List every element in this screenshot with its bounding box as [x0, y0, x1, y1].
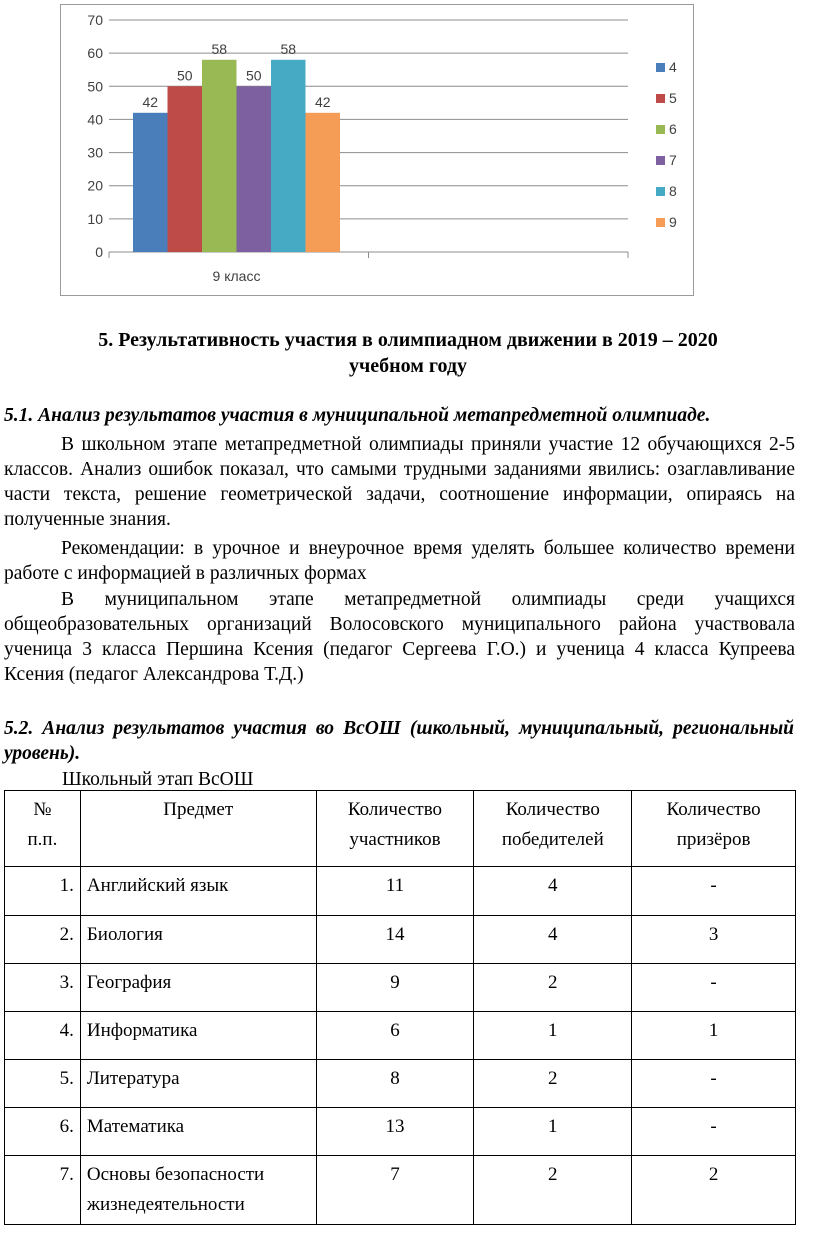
y-tick-label: 30 [87, 144, 103, 161]
y-tick-label: 70 [87, 12, 103, 28]
row-number: 6. [5, 1108, 81, 1156]
y-tick-label: 10 [87, 210, 103, 227]
paragraph-text: В школьном этапе метапредметной олимпиады приняли участие 12 обучающихся 2-5 классов. Анализ ошибок показал, что самыми трудными заданиями явились: озаглавливание части текста, решение геометрической задачи, соотношение информации, опираясь на полученные знания. [4, 434, 795, 530]
row-number: 3. [5, 964, 81, 1012]
row-prizewinners: 3 [632, 916, 796, 964]
row-prizewinners: - [632, 964, 796, 1012]
legend-swatch-6 [656, 125, 665, 134]
row-winners: 1 [474, 1012, 632, 1060]
legend-swatch-9 [656, 218, 665, 227]
row-subject: География [80, 964, 316, 1012]
table-row [5, 1156, 796, 1225]
row-prizewinners: - [632, 867, 796, 916]
row-participants: 7 [316, 1156, 474, 1225]
row-subject: Биология [80, 916, 316, 964]
legend-swatch-4 [656, 63, 665, 72]
bar-series-9 [306, 113, 341, 252]
row-participants: 11 [316, 867, 474, 916]
legend-label-7: 7 [669, 152, 677, 168]
table-caption: Школьный этап ВсОШ [62, 769, 254, 790]
data-label: 42 [314, 93, 331, 110]
row-subject: Литература [80, 1060, 316, 1108]
row-participants: 14 [316, 916, 474, 964]
data-label: 58 [211, 40, 228, 57]
results-table [4, 790, 796, 1225]
header-winners [474, 791, 632, 867]
row-number: 4. [5, 1012, 81, 1060]
header-winners-line2: победителей [501, 829, 604, 850]
bar-series-4 [133, 113, 168, 252]
row-participants: 9 [316, 964, 474, 1012]
bar-chart [60, 4, 694, 296]
row-winners: 2 [474, 1156, 632, 1225]
row-prizewinners: - [632, 1060, 796, 1108]
bar-series-5 [168, 86, 203, 252]
table-row [5, 867, 796, 916]
y-tick-label: 50 [87, 78, 103, 95]
header-number-line1: № [33, 799, 52, 820]
data-label: 50 [245, 67, 262, 84]
data-label: 42 [142, 93, 159, 110]
row-number: 7. [5, 1156, 81, 1225]
header-prizewinners [632, 791, 796, 867]
table-row [5, 964, 796, 1012]
bar-series-8 [271, 60, 306, 252]
table-header-row [5, 791, 796, 867]
legend-swatch-5 [656, 94, 665, 103]
y-tick-label: 40 [87, 111, 103, 128]
chart-svg [61, 5, 693, 295]
row-number: 1. [5, 867, 81, 916]
paragraph-text: Рекомендации: в урочное и внеурочное время уделять большее количество времени работе с информацией в различных формах [4, 538, 795, 584]
y-tick-label: 60 [87, 45, 103, 62]
section-5-1-paragraph-2 [4, 536, 795, 586]
section-5-title [0, 327, 816, 379]
row-number: 5. [5, 1060, 81, 1108]
legend-label-8: 8 [669, 183, 677, 199]
header-number-line2: п.п. [27, 829, 58, 850]
row-prizewinners: 1 [632, 1012, 796, 1060]
legend-label-5: 5 [669, 90, 677, 106]
table-body [5, 867, 796, 1225]
section-5-1-paragraph-3 [4, 587, 795, 687]
row-winners: 4 [474, 867, 632, 916]
row-subject: Информатика [80, 1012, 316, 1060]
row-participants: 13 [316, 1108, 474, 1156]
row-prizewinners: 2 [632, 1156, 796, 1225]
bar-series-6 [202, 60, 237, 252]
row-winners: 4 [474, 916, 632, 964]
bar-series-7 [237, 86, 272, 252]
header-winners-line1: Количество [505, 799, 600, 820]
header-participants-line2: участников [349, 829, 441, 850]
legend-label-4: 4 [669, 59, 677, 75]
row-prizewinners: - [632, 1108, 796, 1156]
row-number: 2. [5, 916, 81, 964]
row-winners: 2 [474, 964, 632, 1012]
header-subject: Предмет [80, 791, 316, 867]
x-category-label: 9 класс [212, 268, 261, 284]
row-subject: Основы безопасности жизнедеятельности [80, 1156, 316, 1225]
row-participants: 8 [316, 1060, 474, 1108]
legend-swatch-8 [656, 187, 665, 196]
table-row [5, 1108, 796, 1156]
paragraph-text: В муниципальном этапе метапредметной олимпиады среди учащихся общеобразовательных организаций Волосовского муниципального района участвовала ученица 3 класса Першина Ксения (педагог Сергеева Г.О.) и ученица 4 класса Купреева Ксения (педагог Александрова Т.Д.) [4, 589, 795, 685]
legend-swatch-7 [656, 156, 665, 165]
header-number [5, 791, 81, 867]
row-winners: 1 [474, 1108, 632, 1156]
table-row [5, 916, 796, 964]
header-prizewinners-line1: Количество [666, 799, 761, 820]
header-prizewinners-line2: призёров [676, 829, 751, 850]
row-subject: Математика [80, 1108, 316, 1156]
table-row [5, 1060, 796, 1108]
section-5-2-title: 5.2. Анализ результатов участия во ВсОШ (школьный, муниципальный, региональный уровень). [4, 718, 794, 764]
table-row [5, 1012, 796, 1060]
header-participants-line1: Количество [347, 799, 443, 820]
legend-label-9: 9 [669, 214, 677, 230]
section-5-1-title: 5.1. Анализ результатов участия в муниципальной метапредметной олимпиаде. [4, 405, 711, 426]
section-5-title-line1: 5. Результативность участия в олимпиадном движении в 2019 – 2020 [98, 329, 718, 351]
y-tick-label: 0 [95, 244, 103, 260]
row-participants: 6 [316, 1012, 474, 1060]
y-tick-label: 20 [87, 177, 103, 194]
legend-label-6: 6 [669, 121, 677, 137]
data-label: 50 [176, 67, 193, 84]
section-5-title-line2: учебном году [348, 355, 468, 377]
data-label: 58 [280, 40, 297, 57]
section-5-1-paragraph-1 [4, 432, 795, 532]
row-subject: Английский язык [80, 867, 316, 916]
header-participants [316, 791, 474, 867]
row-winners: 2 [474, 1060, 632, 1108]
